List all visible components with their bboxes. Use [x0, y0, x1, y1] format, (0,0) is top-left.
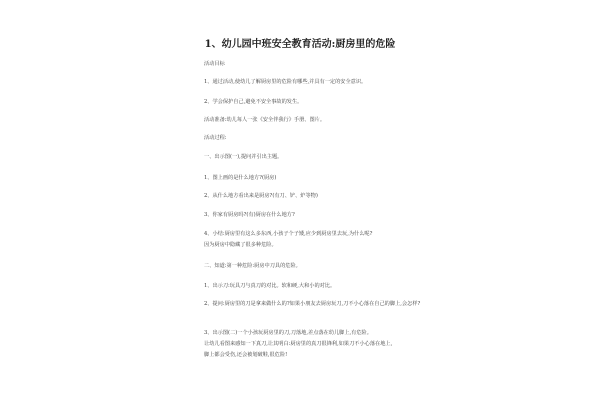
paragraph-line: 1、出示刀:玩具刀与真刀的对比。软和硬,大和小的对比。 [204, 283, 336, 289]
document-title: 1、幼儿园中班安全教育活动:厨房里的危险 [204, 39, 396, 50]
paragraph-line: 二、知道:第一种危险:厨房中刀具的危险。 [204, 263, 301, 269]
paragraph-line: 活动准备:幼儿每人一张《安全伴我行》手册、图片。 [204, 117, 326, 123]
paragraph-line: 3、出示图(二)一个小孩玩厨房里的刀,刀落地,差点落在幼儿脚上,有危险。 [204, 330, 372, 336]
section-heading-process: 活动过程: [204, 135, 227, 141]
paragraph-line: 2、从什么地方看出来是厨房?(有刀、铲、炉等物) [204, 193, 318, 199]
paragraph-line: 1、通过活动,使幼儿了解厨房里的危险有哪些,并具有一定的安全意识。 [204, 79, 367, 85]
section-heading-objectives: 活动目标 [204, 61, 225, 67]
paragraph-line: 2、学会保护自己,避免不安全事故的发生。 [204, 99, 303, 105]
paragraph-line: 3、你家有厨房吗?(有)厨房在什么地方? [204, 212, 295, 218]
paragraph-line: 4、小结:厨房里有这么多东西,小孩子个子矮,应少到厨房里去玩,为什么呢? [204, 231, 373, 237]
paragraph-line: 让幼儿看图来感知一下真刀,让其明白:厨房里的真刀很锋利,如果刀不小心落在地上, [204, 341, 393, 347]
paragraph-line: 2、提问:厨房里的刀是拿来做什么的?如果小朋友去厨房玩刀,刀不小心落在自己的脚上,会怎样? [204, 301, 421, 307]
paragraph-line: 1、图上画的是什么地方?(厨房) [204, 175, 277, 181]
paragraph-line: 因为厨房中隐藏了很多种危险。 [204, 242, 277, 248]
paragraph-line: 一、出示图(一),提问并引出主题。 [204, 154, 283, 160]
paragraph-line: 脚上都会受伤,还会被划破鞋,很危险! [204, 352, 288, 358]
